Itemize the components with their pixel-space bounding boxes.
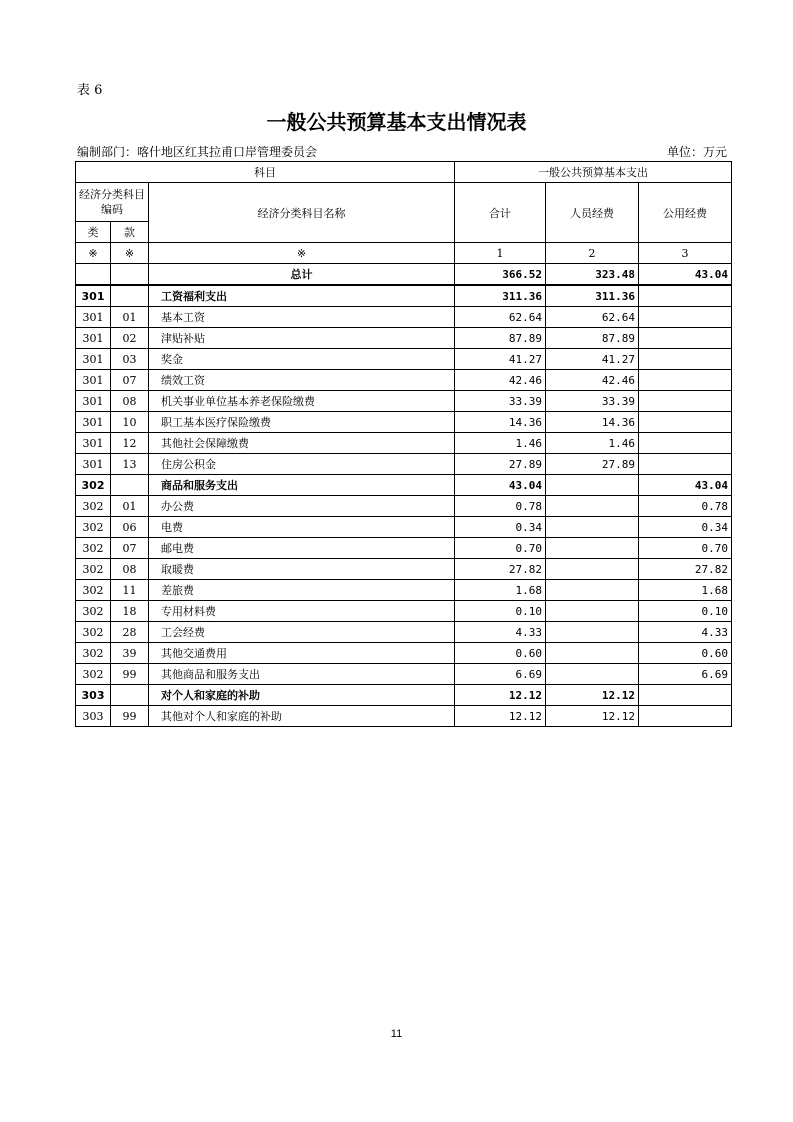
personnel-cell — [546, 643, 639, 664]
personnel-cell: 27.89 — [546, 454, 639, 475]
public-cell — [639, 328, 732, 349]
grand-total-personnel: 323.48 — [546, 264, 639, 286]
grand-total-total: 366.52 — [455, 264, 546, 286]
lei-cell: 301 — [76, 454, 111, 475]
name-cell: 其他社会保障缴费 — [149, 433, 455, 454]
header-subject: 科目 — [76, 162, 455, 183]
lei-cell: 301 — [76, 349, 111, 370]
total-cell: 42.46 — [455, 370, 546, 391]
lei-cell: 302 — [76, 496, 111, 517]
page-title: 一般公共预算基本支出情况表 — [266, 110, 527, 134]
name-cell: 工资福利支出 — [149, 285, 455, 307]
lei-cell: 302 — [76, 664, 111, 685]
personnel-cell: 41.27 — [546, 349, 639, 370]
name-cell: 电费 — [149, 517, 455, 538]
name-cell: 其他交通费用 — [149, 643, 455, 664]
personnel-cell — [546, 517, 639, 538]
name-cell: 基本工资 — [149, 307, 455, 328]
department-label: 编制部门：喀什地区红其拉甫口岸管理委员会 — [77, 145, 318, 159]
table-row — [76, 412, 732, 433]
lei-cell: 302 — [76, 475, 111, 496]
personnel-cell — [546, 601, 639, 622]
total-cell: 12.12 — [455, 685, 546, 706]
name-cell: 绩效工资 — [149, 370, 455, 391]
kuan-cell — [111, 475, 149, 496]
lei-cell: 302 — [76, 622, 111, 643]
kuan-cell: 99 — [111, 664, 149, 685]
personnel-cell: 14.36 — [546, 412, 639, 433]
kuan-cell: 99 — [111, 706, 149, 727]
total-cell: 33.39 — [455, 391, 546, 412]
public-cell: 6.69 — [639, 664, 732, 685]
kuan-cell: 11 — [111, 580, 149, 601]
kuan-cell: 03 — [111, 349, 149, 370]
grand-total-public: 43.04 — [639, 264, 732, 286]
kuan-cell: 12 — [111, 433, 149, 454]
lei-cell: 302 — [76, 559, 111, 580]
header-econ-name: 经济分类科目名称 — [149, 183, 455, 243]
name-cell: 奖金 — [149, 349, 455, 370]
name-cell: 取暖费 — [149, 559, 455, 580]
total-cell: 27.89 — [455, 454, 546, 475]
public-cell: 4.33 — [639, 622, 732, 643]
total-cell: 0.70 — [455, 538, 546, 559]
name-cell: 办公费 — [149, 496, 455, 517]
lei-cell: 302 — [76, 643, 111, 664]
header-total: 合计 — [455, 183, 546, 243]
name-cell: 商品和服务支出 — [149, 475, 455, 496]
total-cell: 27.82 — [455, 559, 546, 580]
table-row — [76, 433, 732, 454]
lei-cell: 303 — [76, 706, 111, 727]
total-cell: 0.78 — [455, 496, 546, 517]
category-row — [76, 475, 732, 496]
total-cell: 62.64 — [455, 307, 546, 328]
table-row — [76, 517, 732, 538]
grand-total-kuan — [111, 264, 149, 286]
public-cell — [639, 454, 732, 475]
lei-cell: 301 — [76, 328, 111, 349]
public-cell: 0.60 — [639, 643, 732, 664]
name-cell: 专用材料费 — [149, 601, 455, 622]
total-cell: 0.60 — [455, 643, 546, 664]
header-row-2 — [76, 183, 732, 222]
header-budget: 一般公共预算基本支出 — [455, 162, 732, 183]
header-kuan: 款 — [111, 222, 149, 243]
table-row — [76, 391, 732, 412]
marker-row — [76, 243, 732, 264]
header-lei: 类 — [76, 222, 111, 243]
kuan-cell: 39 — [111, 643, 149, 664]
table-row — [76, 538, 732, 559]
name-cell: 邮电费 — [149, 538, 455, 559]
lei-cell: 302 — [76, 601, 111, 622]
personnel-cell — [546, 664, 639, 685]
kuan-cell: 01 — [111, 307, 149, 328]
total-cell: 43.04 — [455, 475, 546, 496]
header-public: 公用经费 — [639, 183, 732, 243]
lei-cell: 302 — [76, 538, 111, 559]
lei-cell: 301 — [76, 391, 111, 412]
public-cell: 0.78 — [639, 496, 732, 517]
table-row — [76, 559, 732, 580]
table-row — [76, 706, 732, 727]
public-cell — [639, 307, 732, 328]
total-cell: 12.12 — [455, 706, 546, 727]
kuan-cell: 08 — [111, 559, 149, 580]
table-row — [76, 580, 732, 601]
public-cell — [639, 433, 732, 454]
personnel-cell: 12.12 — [546, 685, 639, 706]
table-row — [76, 622, 732, 643]
kuan-cell: 07 — [111, 370, 149, 391]
total-cell: 4.33 — [455, 622, 546, 643]
name-cell: 差旅费 — [149, 580, 455, 601]
total-cell: 87.89 — [455, 328, 546, 349]
public-cell: 0.34 — [639, 517, 732, 538]
total-cell: 41.27 — [455, 349, 546, 370]
public-cell: 1.68 — [639, 580, 732, 601]
personnel-cell — [546, 622, 639, 643]
budget-table — [75, 161, 732, 727]
marker-cell: ※ — [76, 243, 111, 264]
kuan-cell: 28 — [111, 622, 149, 643]
grand-total-lei — [76, 264, 111, 286]
table-row — [76, 370, 732, 391]
total-cell: 1.46 — [455, 433, 546, 454]
table-row — [76, 307, 732, 328]
marker-cell: 3 — [639, 243, 732, 264]
public-cell — [639, 349, 732, 370]
public-cell — [639, 685, 732, 706]
personnel-cell: 33.39 — [546, 391, 639, 412]
personnel-cell: 12.12 — [546, 706, 639, 727]
personnel-cell — [546, 475, 639, 496]
public-cell — [639, 706, 732, 727]
header-econ-code: 经济分类科目编码 — [76, 183, 149, 222]
personnel-cell — [546, 559, 639, 580]
public-cell — [639, 391, 732, 412]
personnel-cell: 62.64 — [546, 307, 639, 328]
personnel-cell — [546, 538, 639, 559]
lei-cell: 303 — [76, 685, 111, 706]
table-row — [76, 349, 732, 370]
name-cell: 职工基本医疗保险缴费 — [149, 412, 455, 433]
public-cell — [639, 370, 732, 391]
total-cell: 6.69 — [455, 664, 546, 685]
personnel-cell: 1.46 — [546, 433, 639, 454]
lei-cell: 301 — [76, 307, 111, 328]
table-row — [76, 496, 732, 517]
name-cell: 住房公积金 — [149, 454, 455, 475]
header-row-1 — [76, 162, 732, 183]
table-row — [76, 454, 732, 475]
public-cell: 43.04 — [639, 475, 732, 496]
lei-cell: 302 — [76, 517, 111, 538]
name-cell: 津贴补贴 — [149, 328, 455, 349]
name-cell: 其他对个人和家庭的补助 — [149, 706, 455, 727]
lei-cell: 301 — [76, 412, 111, 433]
marker-cell: 1 — [455, 243, 546, 264]
kuan-cell: 02 — [111, 328, 149, 349]
total-cell: 311.36 — [455, 285, 546, 307]
kuan-cell: 18 — [111, 601, 149, 622]
header-personnel: 人员经费 — [546, 183, 639, 243]
personnel-cell: 87.89 — [546, 328, 639, 349]
total-cell: 14.36 — [455, 412, 546, 433]
total-cell: 1.68 — [455, 580, 546, 601]
kuan-cell — [111, 285, 149, 307]
marker-cell: ※ — [149, 243, 455, 264]
table-row — [76, 664, 732, 685]
kuan-cell: 07 — [111, 538, 149, 559]
personnel-cell: 42.46 — [546, 370, 639, 391]
lei-cell: 301 — [76, 285, 111, 307]
table-label: 表 6 — [77, 83, 103, 98]
kuan-cell: 13 — [111, 454, 149, 475]
grand-total-label: 总计 — [149, 264, 455, 286]
kuan-cell: 01 — [111, 496, 149, 517]
personnel-cell — [546, 580, 639, 601]
total-cell: 0.34 — [455, 517, 546, 538]
public-cell — [639, 412, 732, 433]
name-cell: 工会经费 — [149, 622, 455, 643]
grand-total-row — [76, 264, 732, 286]
public-cell: 0.10 — [639, 601, 732, 622]
kuan-cell: 06 — [111, 517, 149, 538]
marker-cell: ※ — [111, 243, 149, 264]
total-cell: 0.10 — [455, 601, 546, 622]
public-cell: 0.70 — [639, 538, 732, 559]
public-cell — [639, 285, 732, 307]
personnel-cell: 311.36 — [546, 285, 639, 307]
name-cell: 机关事业单位基本养老保险缴费 — [149, 391, 455, 412]
lei-cell: 301 — [76, 370, 111, 391]
marker-cell: 2 — [546, 243, 639, 264]
table-row — [76, 643, 732, 664]
unit-label: 单位：万元 — [666, 145, 727, 159]
kuan-cell — [111, 685, 149, 706]
kuan-cell: 08 — [111, 391, 149, 412]
name-cell: 其他商品和服务支出 — [149, 664, 455, 685]
lei-cell: 302 — [76, 580, 111, 601]
category-row — [76, 285, 732, 307]
public-cell: 27.82 — [639, 559, 732, 580]
category-row — [76, 685, 732, 706]
page-number: 11 — [390, 1028, 403, 1040]
table-row — [76, 601, 732, 622]
kuan-cell: 10 — [111, 412, 149, 433]
personnel-cell — [546, 496, 639, 517]
lei-cell: 301 — [76, 433, 111, 454]
table-row — [76, 328, 732, 349]
name-cell: 对个人和家庭的补助 — [149, 685, 455, 706]
